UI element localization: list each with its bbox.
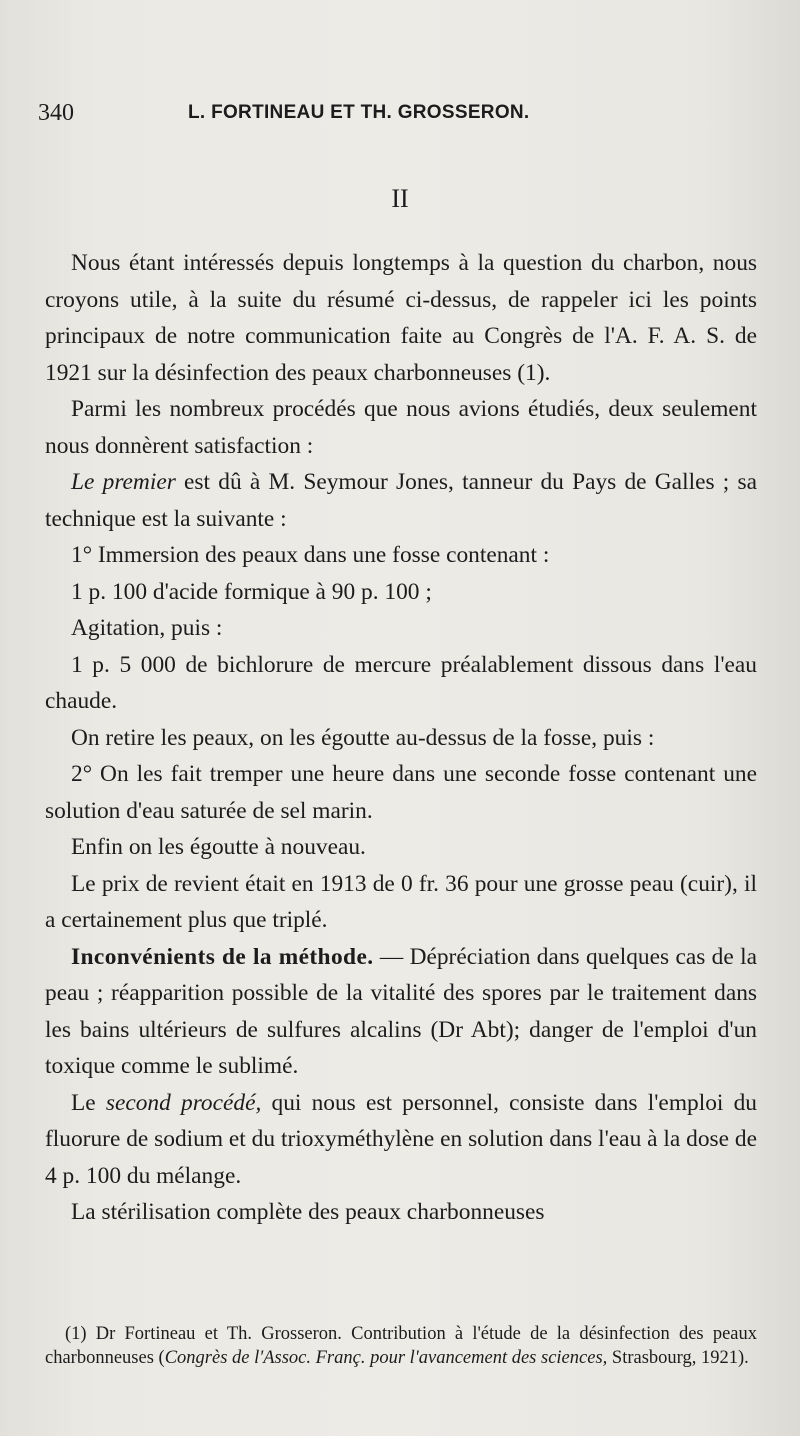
- footnote-authors: (1) Dr Fortineau et Th. Grosseron.: [65, 1324, 342, 1344]
- footnote: [45, 1322, 757, 1370]
- bold-heading: Inconvénients de la méthode.: [71, 943, 374, 970]
- page-number: 340: [38, 100, 74, 126]
- paragraph: Nous étant intéressés depuis longtemps à la question du charbon, nous croyons utile, à la suite du résumé ci-dessus, de rappeler ici les points principaux de notre communication faite au Congrès de l'A. F. A. S. de 1921 sur la désinfection des peaux charbonneuses (1).: [45, 250, 757, 386]
- paragraph: [45, 464, 757, 537]
- paragraph: [45, 1085, 757, 1195]
- body-text: [45, 245, 757, 1231]
- paragraph: La stérilisation complète des peaux charbonneuses: [71, 1199, 545, 1225]
- italic-phrase: Le premier: [71, 469, 176, 495]
- paragraph-text: qui nous est personnel, consiste dans l'emploi du fluorure de sodium et du trioxyméthylène en solution dans l'eau à la dose de 4 p. 100 du mélange.: [45, 1089, 757, 1189]
- paragraph-text: est dû à M. Seymour Jones, tanneur du Pays de Galles ; sa technique est la suivante :: [45, 469, 757, 532]
- footnote-end: Strasbourg, 1921).: [607, 1348, 749, 1368]
- paragraph: On retire les peaux, on les égoutte au-dessus de la fosse, puis :: [71, 724, 655, 751]
- footnote-italic: Congrès de l'Assoc. Franç. pour l'avancement des sciences,: [164, 1348, 608, 1368]
- paragraph: Parmi les nombreux procédés que nous avions étudiés, deux seulement nous donnèrent satisfaction :: [45, 396, 757, 459]
- page-header: [38, 100, 758, 132]
- paragraph: Agitation, puis :: [71, 615, 223, 641]
- paragraph-text: — Dépréciation dans quelques cas de la peau ; réapparition possible de la vitalité des spores par le traitement dans les bains ultérieurs de sulfures alcalins (Dr Abt); danger de l'emploi d'un toxique comme le sublimé.: [45, 943, 757, 1079]
- footnote-text: [45, 1322, 757, 1370]
- section-numeral: II: [391, 184, 409, 213]
- paragraph: 1 p. 100 d'acide formique à 90 p. 100 ;: [71, 578, 432, 605]
- paragraph: [45, 939, 757, 1085]
- paragraph: 2° On les fait tremper une heure dans une seconde fosse contenant une solution d'eau saturée de sel marin.: [45, 761, 757, 824]
- paragraph: 1° Immersion des peaux dans une fosse contenant :: [71, 542, 550, 568]
- paragraph: 1 p. 5 000 de bichlorure de mercure préalablement dissous dans l'eau chaude.: [45, 651, 757, 714]
- paragraph-text: Le: [71, 1089, 106, 1116]
- running-head: L. FORTINEAU ET TH. GROSSERON.: [188, 102, 530, 123]
- paragraph: Le prix de revient était en 1913 de 0 fr. 36 pour une grosse peau (cuir), il a certainement plus que triplé.: [45, 870, 757, 933]
- italic-phrase: second procédé,: [105, 1089, 262, 1116]
- footnote-body: Contribution à l'étude de la désinfection des peaux charbonneuses (: [45, 1324, 757, 1368]
- paragraph: Enfin on les égoutte à nouveau.: [71, 834, 366, 860]
